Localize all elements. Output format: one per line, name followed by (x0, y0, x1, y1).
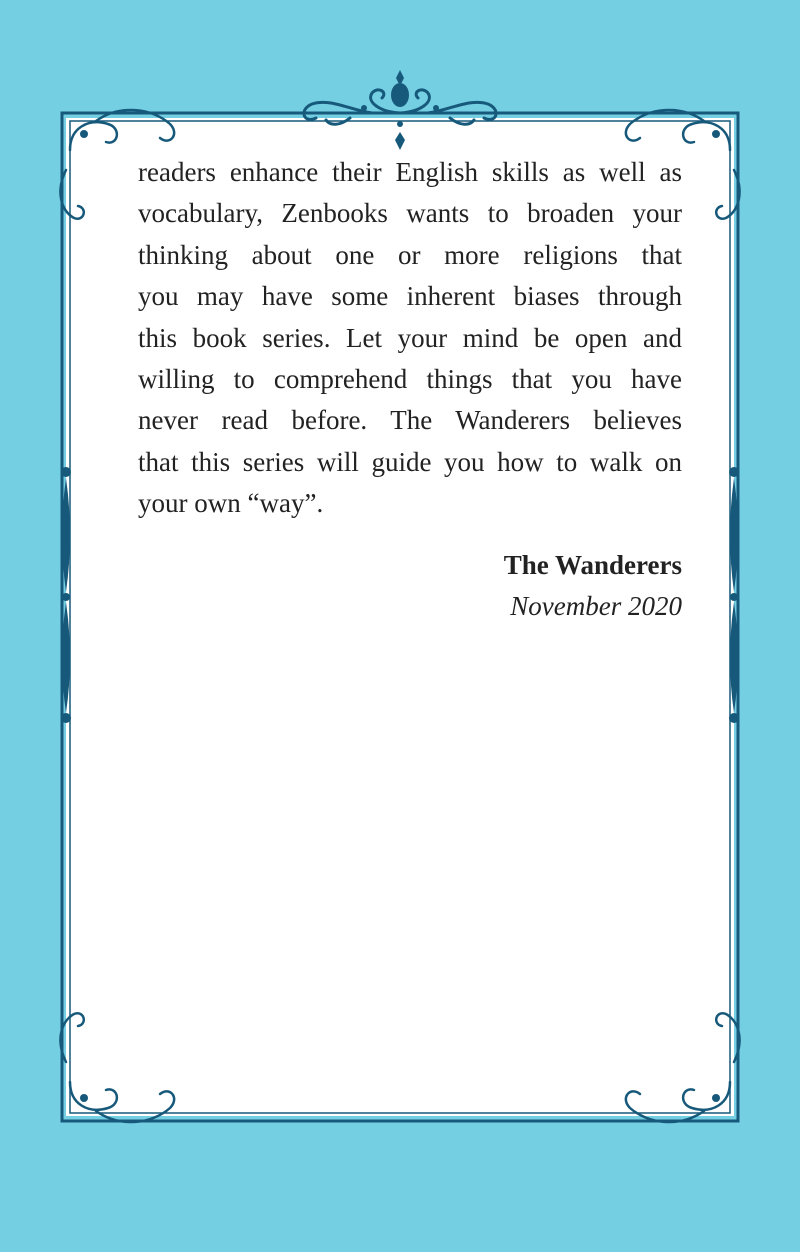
body-line: this book series. Let your mind be open and (138, 322, 682, 353)
signature-date: November 2020 (510, 591, 682, 621)
body-line: readers enhance their English skills as well as (138, 157, 682, 187)
body-line: you may have some inherent biases through (138, 281, 682, 312)
body-line: your own “way”. (138, 488, 324, 519)
body-line: willing to comprehend things that you have (138, 363, 682, 394)
body-line: vocabulary, Zenbooks wants to broaden your (138, 198, 682, 229)
body-line: never read before. The Wanderers believes (138, 405, 682, 436)
signature-author: The Wanderers (503, 550, 682, 580)
body-line: thinking about one or more religions that (138, 239, 682, 270)
signature-block (504, 545, 682, 627)
body-text (138, 152, 682, 525)
body-line: that this series will guide you how to walk on (138, 446, 682, 477)
